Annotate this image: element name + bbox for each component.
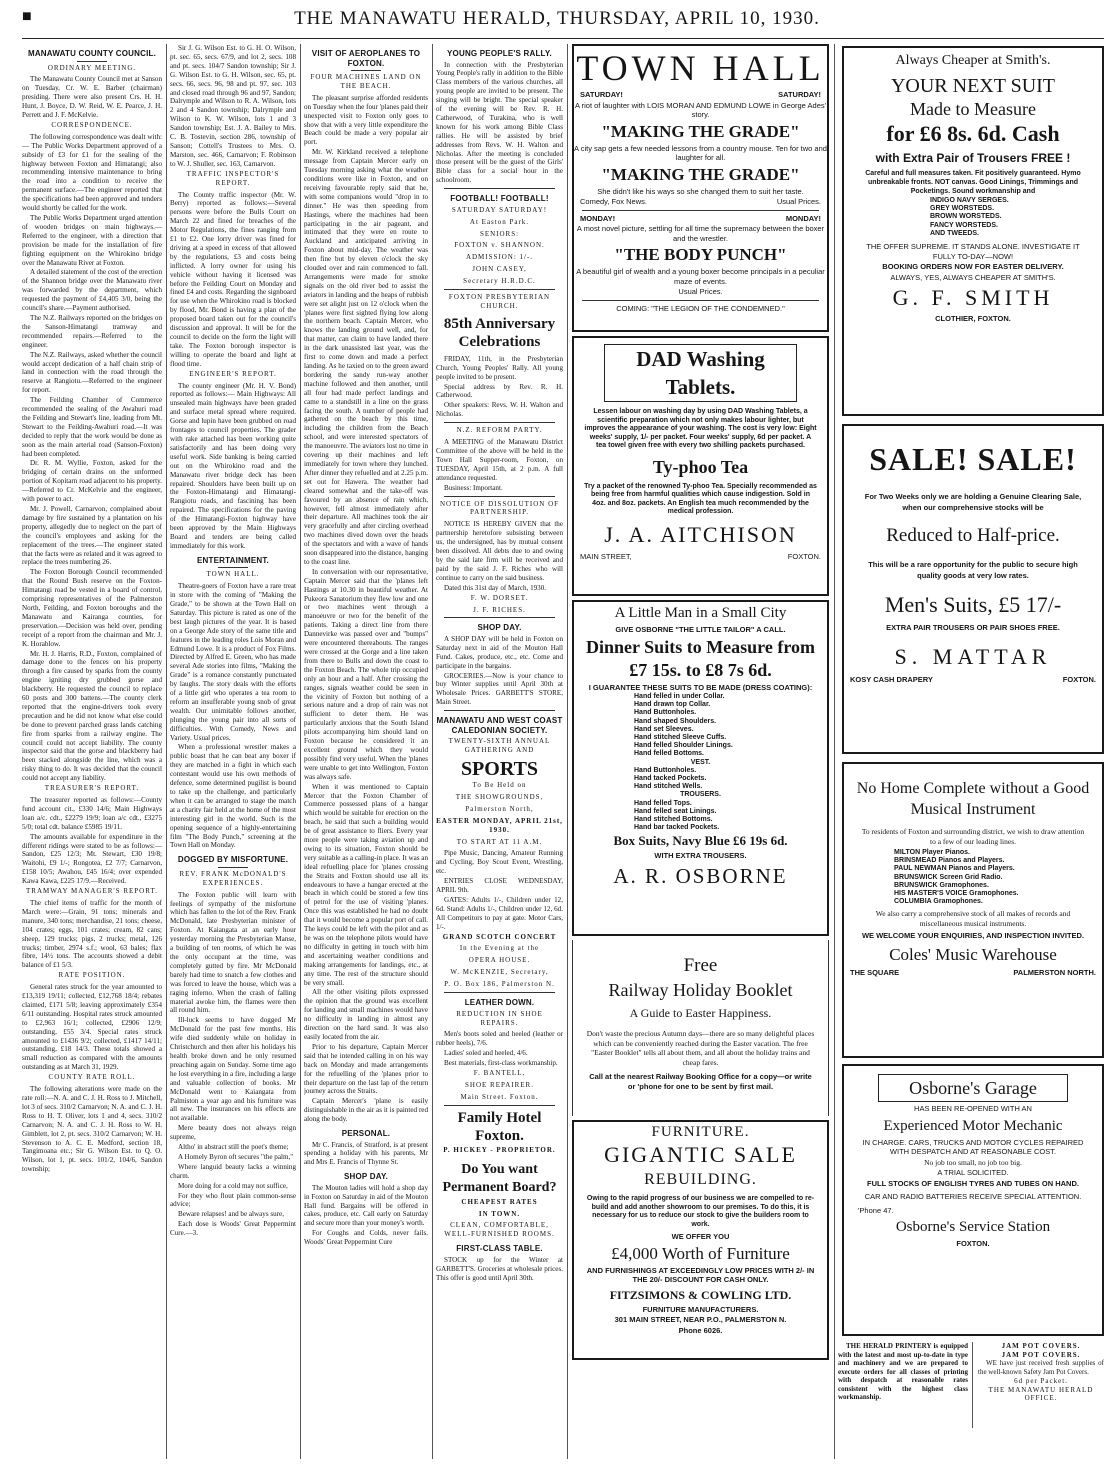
paragraph: For Coughs and Colds, never fails. Woods' Great Peppermint Cure (304, 1229, 428, 1247)
text-line: REDUCTION IN SHOE REPAIRS. (456, 1009, 543, 1027)
paragraph: A SHOP DAY will be held in Foxton on Saturday next in aid of the Mouton Hall Fund. Cakes, produce, etc., etc. Come and participate in the bargains. (436, 634, 563, 670)
ad-text: To residents of Foxton and surrounding district, we wish to draw attention to a few of our leading lines. (861, 827, 1085, 846)
paragraph: The N.Z. Railways reported on the bridges on the Sanson-Himatangi tramway and recommended repairs.—Referred to the engineer. (22, 313, 162, 349)
paragraph: The Foxton Borough Council recommended that the Round Bush reserve on the Foxton-Himatangi road be vested in a board of control, comprising representatives of the Palmerston North, Feilding, and Foxton boroughs and the Manawatu and Kairanga counties, for preservation.—Decision was held over, pending receipt of a report from the chairman and Mr. J. K. Horablow. (22, 568, 162, 648)
column-reports-entertainment (170, 44, 296, 1459)
ad-railway (572, 940, 829, 1116)
paragraph: The treasurer reported as follows:—County fund account cit., £330 14/6; Main Highways loan a/c. cdt., £2279 19/9; loan a/c cdt., £3275 5/0; total cdt. balance £5985 19/11. (22, 796, 162, 831)
ad-aitchison (572, 336, 829, 596)
text-line: SHOE REPAIRER. (465, 1080, 534, 1089)
ad-title: DAD Washing Tablets. (636, 347, 765, 399)
text-line: P. HICKEY - PROPRIETOR. (443, 1145, 556, 1154)
top-rule (22, 38, 1104, 39)
paragraph: Dated this 31st day of March, 1930. (444, 583, 547, 592)
ad-text: WE OFFER YOU (671, 1232, 730, 1241)
paragraph: The county engineer (Mr. H. V. Bond) reported as follows:— Main Highways: All unsealed main highways have been graded and surface metal spread where required. Gorse and lupin have been grubbed on road frontages to council properties. The grader with rake attached has been working quite satisfactorily and has been doing very useful work. Side banking is being carried out on the Whirokino road and the Manawatu river bridge deck has been repaired. Shoulders have been built up on the Foxton-Himatangi and Himatangi-Rangiotu roads, and fascining has been repaired. The specifications for the paving of the Himatangi-Foxton highway have been approved by the Main Highways Board and tenders are being called immediately for this work. (170, 381, 296, 550)
ad-text: WITH EXTRA TROUSERS. (654, 851, 747, 861)
headline: FIRST-CLASS TABLE. (456, 1244, 543, 1254)
feature-item: Hand stitched Wells. (634, 783, 703, 791)
ad-text: PALMERSTON NORTH. (1013, 967, 1096, 977)
ad-text: MAIN STREET, (580, 551, 632, 561)
ad-title: A Little Man in a Small City (614, 605, 787, 621)
ad-text: I GUARANTEE THESE SUITS TO BE MADE (DRESS COATING): (588, 682, 813, 692)
ad-text: Usual Prices. (776, 197, 821, 206)
ad-text: FOXTON. (956, 1239, 990, 1248)
paragraph: In connection with the Presbyterian Young People's rally in addition to the Bible Class members of the various churches, all young people are invited to be present. The singing will be bright. The special speaker of the evening will be Rev. R. H. Catherwood, of Turakina, who is well known for his work among Bible Class rallies. He will be assisted by brief addresses from Revs. W. H. Walton and Nicholas. After the meeting is concluded those present will be the guest of the Girls' Bible class for a social hour in the schoolroom. (436, 60, 563, 185)
column-county-council (22, 44, 162, 1459)
ad-name: A. R. OSBORNE (613, 863, 788, 888)
text-line: F. BANTELL, (473, 1069, 526, 1078)
paragraph: Captain Mercer's 'plane is easily distinguishable in the air as it is painted red along the body. (304, 1097, 428, 1124)
ad-text: A most novel picture, settling for all time the supremacy between the boxer and the wrestler. (576, 224, 825, 243)
ad-text: She didn't like his ways so she changed them to suit her taste. (597, 186, 804, 196)
ad-text: 'Phone 47. (858, 1205, 894, 1215)
subheading: TOWN HALL. (206, 570, 260, 579)
paragraph: Pipe Music, Dancing, Amateur Running and Cycling, Boy Scout Event, Wrestling, etc. (436, 849, 563, 876)
list-item: HIS MASTER'S VOICE Gramophones. (894, 890, 1019, 898)
ad-title: TOWN HALL (576, 48, 825, 88)
ad-text: Phone 6026. (678, 1325, 723, 1335)
text-line: EASTER MONDAY, APRIL 21st, 1930. (436, 816, 563, 834)
headline: MANAWATU AND WEST COAST CALEDONIAN SOCIETY. (436, 716, 563, 735)
day-label: MONDAY! (580, 213, 616, 223)
ad-text: Don't waste the precious Autumn days—there are so many delightful places which can be conveniently reached during the Easter vacation. The free "Easter Booklet" tells all about them, and all about the holiday trains and cheap fares. (586, 1029, 815, 1067)
text-line: CLEAN, COMFORTABLE, WELL-FURNISHED ROOMS. (444, 1221, 555, 1239)
headline: SHOP DAY. (343, 1172, 389, 1182)
paragraph: Dr. R. M. Wyllie, Foxton, asked for the bridging of certain drains on the unformed portion of Kopitarn road adjacent to his property.—Referred to Cr. McKelvie and the engineer, with power to act. (22, 459, 162, 504)
film-title: "MAKING THE GRADE" (601, 121, 800, 141)
film-title: "MAKING THE GRADE" (601, 164, 800, 184)
feature-item: Hand tacked Pockets. (634, 775, 707, 783)
verse-line: Mere beauty does not always reign supreme, (170, 1124, 296, 1142)
feature-item: Hand set Sleeves. (634, 725, 694, 733)
list-item: AND TWEEDS. (930, 229, 979, 237)
text-line: FOXTON v. SHANNON. (454, 241, 545, 250)
sports-heading: SPORTS (460, 757, 539, 780)
ad-mattar (842, 424, 1104, 754)
headline: MANAWATU COUNTY COUNCIL. (27, 49, 157, 58)
ad-text: COMING: "THE LEGION OF THE CONDEMNED." (616, 303, 785, 313)
feature-item: Hand Buttonholes. (634, 709, 697, 717)
ad-name: J. A. AITCHISON (604, 521, 797, 547)
feature-item: Hand felled Shoulder Linings. (634, 742, 733, 750)
list-item: FANCY WORSTEDS. (930, 221, 998, 229)
column-aeroplanes (304, 44, 428, 1459)
headline: PERSONAL. (341, 1129, 391, 1139)
feature-item: Hand shaped Shoulders. (634, 717, 717, 725)
ad-text: FURNITURE MANUFACTURERS. (642, 1304, 759, 1314)
text-line: P. O. Box 186, Palmerston N. (444, 980, 555, 989)
list-item: MILTON Player Pianos. (894, 849, 970, 856)
feature-item: Hand Buttonholes. (634, 766, 697, 774)
paragraph: Ladies' soled and heeled, 4/6. (444, 1049, 528, 1058)
paragraph: The pleasant surprise afforded residents on Tuesday when the four 'planes paid their unexpected visit to Foxton only goes to show that with a very little expenditure the Beach could be made a very popular air port. (304, 93, 428, 147)
paragraph: Men's boots soled and heeled (leather or rubber heels), 7/6. (436, 1030, 563, 1048)
ad-text: THE OFFER SUPREME. IT STANDS ALONE. INVESTIGATE IT FULLY TO-DAY—NOW! (866, 242, 1080, 261)
paragraph: Mr C. Francis, of Stratford, is at present spending a holiday with his parents, Mr and Mrs E. Francis of Thynne St. (304, 1140, 428, 1167)
subheading: NOTICE OF DISSOLUTION OF PARTNERSHIP. (439, 499, 560, 517)
text-line: W. McKENZIE, Secretary, (450, 968, 549, 977)
page-mark: ■ (22, 8, 33, 25)
ad-title: GIGANTIC SALE (604, 1142, 797, 1167)
subheading: ORDINARY MEETING. (47, 63, 137, 72)
ad-text: with Extra Pair of Trousers FREE ! (875, 151, 1071, 165)
hotel-heading: Family Hotel Foxton. (457, 1109, 542, 1144)
ad-title: Ty-phoo Tea (652, 456, 749, 477)
ad-headline: £4,000 Worth of Furniture (611, 1243, 790, 1263)
column-rule (432, 44, 433, 1459)
ad-text: GIVE OSBORNE "THE LITTLE TAILOR" A CALL. (615, 625, 786, 634)
ad-headline: Men's Suits, £5 17/- (884, 592, 1062, 617)
paragraph: Mr. W. Kirkland received a telephone message from Captain Mercer early on Tuesday morning asking what the weather conditions were like in Foxton, and on receiving favourable reply said that he, with some companions would "drop in to dinner." He was then speeding from Hastings, where the machines had been participating in the air pageant, and intimated that they were en route to Auckland and anticipated arriving in Foxton about mid-day. The weather was then fine but by eleven o'clock the sky clouded over and rain commenced to fall. Arrangements were made for smoke signals on the old river bed to assist the aviators in landing and the heaps of rubbish were set alight just on 12 o'clock when the 'planes were first sighted flying low along the northern beach. Captain Mercer, who knows the landing ground well, and, for that matter, can claim to have landed there in the dark unassisted last year, was the first to come down and made a perfect landing. As he taxied on to the green award bordering the sandy run-way another machine followed and then another, until all four had made perfect landings and came to a standstill in a line on the grass facing the south. A number of people had gathered on the beach by this time, including the children from the Beach school, and were interested spectators of the manoeuvre. The aviators lost no time in covering up their machines and left immediately for town where they lunched. After dinner they refuelled and at 2.25 p.m. set out for Hawera. The weather had cleared somewhat and the take-off was favoured by an absence of rain which, however, fell almost immediately after their departure. All machines took the air very gracefully and after circling overhead two machines dived down over the heads of the spectators and with a wave of hands soon disappeared into the distance, hanging to the coast line. (304, 148, 428, 566)
ad-headline: Experienced Motor Mechanic (883, 1117, 1063, 1134)
text-line: ADMISSION: 1/-. (465, 253, 534, 262)
paragraph: A detailed statement of the cost of the erection of the Shannon bridge over the Manawatu river was forwarded by the department, which requested the payment of £4,405 3/0, being the council's share.—Payment authorised. (22, 268, 162, 313)
verse-line: A Homely Byron oft secures "the palm," (178, 1152, 294, 1161)
ad-text: WE WELCOME YOUR ENQUIRIES, AND INSPECTION INVITED. (861, 931, 1085, 941)
subheading: COUNTY RATE ROLL. (48, 1073, 136, 1082)
ad-text: This will be a rare opportunity for the public to secure high quality goods at very low rates. (868, 560, 1078, 580)
text-line: At Easton Park. (469, 217, 530, 226)
feature-item: Hand felled seat Linings. (634, 807, 717, 815)
board-heading: Do You want Permanent Board? (442, 1161, 557, 1195)
paragraph: The following alterations were made on the rate roll:—N. A. and C. J. H. Ross to J. Mitchell, lot 3 of secs. 310/2 Carnarvon; N. A. and C. J. H. Ross to H. T. Oliver, lots 1 and 4, secs. 310/2 Carnarvon; N. A. and C. J. H. Ross to W. H. Gimblett, lot 2, pt. secs. 310/2 Carnarvon; W. H. Stevenson to A. C. E. Medford, section 18, Tangimoana etc.; Sir G. Wilson Est. to Q. O. Wilson, lot 1, pt. secs. 101/2, 104/6, Sandon township; (22, 1085, 162, 1174)
list-heading: TROUSERS. (680, 791, 721, 799)
list-item: COLUMBIA Gramophones. (894, 898, 983, 906)
notice-printery (838, 1342, 968, 1428)
paragraph: The Mouton ladies will hold a shop day in Foxton on Saturday in aid of the Mouton Hall fund. Bargains will be offered in cakes, produce, etc. Call early on Saturday and secure more than your money's worth. (304, 1183, 428, 1228)
feature-item: Hand felled Tops. (634, 799, 692, 807)
ad-title: Free (683, 955, 718, 976)
ad-text: IN CHARGE. CARS, TRUCKS AND MOTOR CYCLES REPAIRED WITH DESPATCH AND AT REASONABLE COST. (862, 1137, 1084, 1156)
text-line: Secretary H.R.D.C. (463, 277, 536, 286)
ad-furniture (572, 1120, 829, 1360)
ad-text: Call at the nearest Railway Booking Office for a copy—or write or 'phone for one to be sent by first mail. (589, 1072, 812, 1091)
ad-coles (842, 762, 1104, 1058)
subheading: REV. FRANK McDONALD'S EXPERIENCES. (179, 869, 287, 887)
paragraph: A MEETING of the Manawatu District Committee of the above will be held in the Town Hall Supper-room, Foxton, on TUESDAY, April 15th, at 2 p.m. A full attendance requested. (436, 438, 563, 482)
feature-item: Hand felled in under Collar. (634, 693, 725, 700)
text-line: SENIORS: (479, 229, 520, 238)
paragraph: The Manawatu County Council met at Sanson on Tuesday, Cr. W. E. Barber (chairman) presiding. There were also present Crs. H. H. Hunt, J. Boyce, D. W. Reid, W. E. Pearce, J. H. Perrett and J. F. McKelvie. (22, 75, 162, 120)
ad-garage (842, 1064, 1104, 1336)
masthead (0, 8, 1114, 36)
feature-item: Hand stitched Bottoms. (634, 816, 713, 824)
verse-line: Altho' in abstract still the poet's theme; (178, 1143, 289, 1152)
ad-osborne-tailor (572, 600, 829, 936)
paragraph: Ill-luck seems to have dogged Mr McDonald for the past few months. His wife died suddenly while on holiday in Christchurch and then after his holidays his health broke down and he only resumed preaching again on Sunday. Some time ago he lost everything in a fire, including a large and valuable collection of books. Mr McDonald went to Kaiangata from Palmiston a year ago and his furniture was all new. The insurances on his effects are not available. (170, 1016, 296, 1123)
column-rule (300, 44, 301, 1459)
paragraph: Mr. J. Powell, Carnarvon, complained about damage by fire sustained by a plantation on his property, allegedly due to neglect on the part of the council's employees and asking for the replacement of the trees.—The engineer stated that the facts were as related and it was agreed to replace the trees numbering 26. (22, 505, 162, 567)
ad-name: FITZSIMONS & COWLING LTD. (609, 1287, 792, 1302)
paragraph: GROCERIES.—Now is your chance to buy Winter supplies until April 30th at Wholesale Prices. GARBETT'S STORE, Main Street. (436, 671, 563, 707)
paragraph: Mr. H. J. Harris, R.D., Foxton, complained of damage done to the fences on his property through a fire caused by sparks from the county engine igniting dry grubbed gorse and blackberry. He requested the council to replace 60 posts and 300 battens.—The county clerk reported that the engine-drivers took every precaution and he did not know what else could be done to prevent parched grass lands catching fire from sparks from a railway engine. The council could not accept liability. The county inspector said that the gorse and blackberry had been stacked alongside the line, which was a risky thing to do. It was decided that the council could not accept any liability. (22, 649, 162, 783)
text-line: CHEAPEST RATES (461, 1197, 538, 1206)
headline: VISIT OF AEROPLANES TO FOXTON. (311, 49, 421, 68)
subheading: TRAFFIC INSPECTOR'S REPORT. (186, 169, 280, 187)
ad-headline: Box Suits, Navy Blue £6 19s 6d. (613, 833, 788, 849)
paragraph: The N.Z. Railways, asked whether the council would accept dedication of a half chain strip of land in connection with the road through the reserve at Rangiotu.—Referred to the engineer for report. (22, 350, 162, 395)
ad-text: FOXTON. (1062, 674, 1096, 684)
instrument-list (844, 849, 1102, 906)
ad-text: A riot of laughter with LOIS MORAN AND EDMUND LOWE in George Ades' story. (574, 100, 827, 119)
headline: YOUNG PEOPLE'S RALLY. (447, 49, 552, 58)
text-line: GRAND SCOTCH CONCERT (442, 932, 557, 941)
ad-text: ALWAYS, YES, ALWAYS CHEAPER AT SMITH'S. (890, 272, 1056, 282)
ad-text: For Two Weeks only we are holding a Genuine Clearing Sale, when our comprehensive stocks will be (864, 492, 1082, 512)
paragraph: When a professional wrestler makes a public boast that he can beat any boxer if they are matched in a fight in which each contestant would use his own methods of defence, some determined pugilist is bound to take up the challenge, and particularly when it can be arranged to stage the match at a charity fair held at the home of the most interesting girl in the world. Such is the opening sequence of a highly-entertaining film "The Body Punch," screening at the Town Hall on Monday. (170, 743, 296, 850)
ad-text: EXTRA PAIR TROUSERS OR PAIR SHOES FREE. (886, 623, 1060, 632)
ad-text: THE SQUARE (850, 967, 900, 977)
day-label: SATURDAY! (778, 90, 821, 99)
ad-name: S. MATTAR (894, 643, 1052, 669)
ad-title: FURNITURE. (651, 1124, 750, 1140)
paragraph: Prior to his departure, Captain Mercer said that he intended calling in on his way back on Monday and made arrangements for the refuelling of the 'planes prior to their departure on the last lap of the return journey across the Straits. (304, 1042, 428, 1096)
ad-text: BOOKING ORDERS NOW FOR EASTER DELIVERY. (882, 262, 1064, 272)
ad-headline: YOUR NEXT SUIT (890, 75, 1056, 97)
ad-text: FULL STOCKS OF ENGLISH TYRES AND TUBES ON HAND. (867, 1178, 1079, 1188)
paragraph: ENTRIES CLOSE WEDNESDAY, APRIL 9th. (436, 877, 563, 895)
cloth-list (844, 197, 1102, 238)
list-heading: VEST. (690, 758, 711, 766)
paragraph: In conversation with our representative, Captain Mercer said that the 'planes left Hastings at 10.30 in beautiful weather. At Pukeora Sanatorium they flew low and one or two machines went through a manoeuvre or two for the benefit of the patients. Taking a direct line from there Dannevirke was passed over and "bumps" were encountered thereabouts. The ranges were crossed at the Gorge and a line taken from there to Bulls and down the coast to the Foxton Beach. The whole trip occupied only an hour and a half. After crossing the ranges, signals weather could be seen in the vicinity of Foxton but nothing of a serious nature and a drop of rain was not sufficient to deter them. He was particularly anxious that the South Island pilots accompanying him should land on Foxton because he considered it an excellent ground which they would possibly find very useful. When the 'planes were unable to get into Wellington, Foxton was always safe. (304, 567, 428, 781)
ad-text: A TRIAL SOLICITED. (937, 1168, 1009, 1177)
paragraph: FRIDAY, 11th, in the Presbyterian Church, Young Peoples' Rally. All young people invited to be present. (436, 354, 563, 381)
text-line: OPERA HOUSE. (468, 956, 531, 965)
column-rule (567, 44, 568, 1459)
page-title: THE MANAWATU HERALD, THURSDAY, APRIL 10, 1930. (294, 8, 820, 29)
paragraph: The Feilding Chamber of Commerce recommended the sealing of the Awahuri road the Feilding and Stewart's line, leading from Mt. Stewart to the Feilding-Awahuri road.—It was decided to reply that the work would be done as soon as the main arterial road (Sanson-Foxton) had been completed. (22, 396, 162, 458)
subheading: TWENTY-SIXTH ANNUAL GATHERING AND (448, 737, 551, 755)
ad-name: Osborne's Service Station (895, 1219, 1051, 1235)
ad-price: for £6 8s. 6d. Cash (886, 121, 1060, 146)
ad-text: 301 MAIN STREET, NEAR P.O., PALMERSTON N. (614, 1315, 787, 1324)
list-item: BRUNSWICK Gramophones. (894, 881, 989, 889)
subheading: FOUR MACHINES LAND ON THE BEACH. (310, 73, 422, 90)
ad-text: FOXTON. (787, 551, 821, 561)
ad-text: We also carry a comprehensive stock of all makes of records and miscellaneous musical instruments. (875, 909, 1071, 928)
paragraph: The following correspondence was dealt with:— The Public Works Department approved of a subsidy of £3 for £1 for the sealing of the highway between Foxton and Himatangi; also recommending intensive maintenance to bring the road into a condition to receive the permanent surface.—The engineer reported that the specifications had been approved and tenders would shortly be called for the work. (22, 132, 162, 213)
paragraph: When it was mentioned to Captain Mercer that the Foxton Chamber of Commerce possessed plans of a hangar which would be suitable for erection on the beach, he said that such a building would be of great assistance to fliers. Every year more people were taking aviation up and owing to its situation, Foxton should be very suitable as a calling-in place. It was an ideal refuelling place for 'planes crossing the Straits and Foxton should use all its endeavours to have a hangar erected at the beach in which could be stored a few tins of petrol for the use of visiting 'planes. Once this was established he had no doubt that it would become a popular port of call. The keys could be left with the pilot and as he was on the telephone pilots would have no difficulty in getting in touch with him and ascertaining weather conditions and making arrangements for landings, etc., at any time. The rest of the structure should be very small. (304, 782, 428, 987)
paragraph: The chief items of traffic for the month of March were:—Grain, 91 tons; minerals and manure, 340 tons; merchandise, 21 tons; cheese, 104 crates; eggs, 101 crates; cream, 82 cans; sheep, 129 trucks; pigs, 2 trucks; metal, 126 trucks; timber, 2974 s.f.; wool, 63 bales; flax fibre, 14½ tons. The accounts showed a debit balance of £1 5/3. (22, 898, 162, 970)
list-item: BROWN WORSTEDS. (930, 213, 1002, 221)
list-item: BRINSMEAD Pianos and Players. (894, 857, 1005, 865)
text-line: IN TOWN. (478, 1209, 521, 1218)
verse-line: Beware relapses! and be always sure, (178, 1210, 284, 1219)
subheading: ENGINEER'S REPORT. (189, 369, 277, 378)
list-item: PAUL NEWMAN Pianos and Players. (894, 865, 1015, 873)
verse-line: Each dose is Woods' Great Peppermint Cure.—3. (170, 1220, 296, 1238)
list-item: BRUNSWICK Screen Grid Radio. (894, 873, 1003, 881)
ad-headline: Reduced to Half-price. (886, 525, 1060, 546)
ad-text: Lessen labour on washing day by using DAD Washing Tablets, a scientific preparation which not only makes labour lighter, but improves the appearance of your washing. The cost is very low: Eight weeks' supply, 1/- per packet. Four weeks' supply, 6d per packet. A tea towel given free with every two shilling packets purchased. (584, 408, 817, 449)
paragraph: STOCK up for the Winter at GARBETT'S. Groceries at wholesale prices. This offer is good until April 30th. (436, 1255, 563, 1282)
ad-headline: Dinner Suits to Measure from £7 15s. to £8 7s 6d. (586, 636, 815, 680)
notice-jam-pot-covers (978, 1342, 1104, 1428)
paragraph: Special address by Rev. R. H. Catherwood. (436, 382, 563, 400)
ad-title: Always Cheaper at Smith's. (895, 53, 1051, 68)
paragraph: The Foxton public will learn with feelings of sympathy of the misfortune which has fallen to the lot of the Rev. Frank McDonald, late Presbyterian minister of Foxton. At Kaiangata at an early hour yesterday morning the Presbyterian Manse, a building of ten rooms, of which he was the only occupant at the time, was completely gutted by fire. Mr McDonald barely had time to snatch a few clothes and was forced to leave the house, which was a raging inferno. When the crash of falling material awoke him, the flames were then all round him. (170, 890, 296, 1015)
verse-line: For they who flout plain common-sense advice; (170, 1191, 296, 1209)
column-rule (834, 44, 835, 1459)
subheading: N.Z. REFORM PARTY. (456, 426, 543, 435)
text-line: THE SHOWGROUNDS, (455, 792, 544, 801)
text-line: Main Street. Foxton. (460, 1092, 539, 1101)
subheading: TREASURER'S REPORT. (44, 784, 140, 793)
ad-title: Railway Holiday Booklet (608, 980, 793, 1000)
subheading: TRAMWAY MANAGER'S REPORT. (26, 887, 158, 896)
text-line: TO START AT 11 A.M. (456, 837, 543, 846)
ad-text: CLOTHIER, FOXTON. (935, 314, 1011, 324)
ad-title: SALE! SALE! (869, 441, 1077, 477)
features-list (574, 693, 827, 832)
ad-headline: Made to Measure (910, 99, 1036, 119)
signature-line: F. W. DORSET. (470, 593, 529, 602)
paragraph: General rates struck for the year amounted to £13,319 19/11; collected, £12,768 18/4; rebates claimed, £171 5/8; leaving approximately £354 6/11 outstanding. Hospital rates struck amounted to £2,963 16/1; collected, £2906 12/9; outstanding, £55 3/4. Special rates struck amounted to £1436 9/2; collected, £1417 14/11; outstanding, £18 14/3. These totals showed a small reduction as compared with the amounts outstanding as at March 31, 1929. (22, 983, 162, 1072)
paragraph: The amounts available for expenditure in the different ridings were stated to be as follows:—Sandon, £25 12/3; Mt. Stewart, £30 19/8; Waitohi, £9 1/-; Rongotea, £2 7/7; Carnarvon, £158 10/5; Awahou, £45 16/4; over expended Kawa Kawa, £225 17/9.—Received. (22, 832, 162, 886)
paragraph: NOTICE IS HEREBY GIVEN that the partnership heretofore subsisting between us, the undersigned, has by mutual consent been dissolved. All debts due to and owing by the said late firm will be received and paid by the said J. F. Riches who will continue to carry on the said business. (436, 520, 563, 582)
paragraph: Theatre-goers of Foxton have a rare treat in store with the coming of "Making the Grade," to be shown at the Town Hall on Saturday. This picture is rated as one of the best laugh pictures of the year. It is based on a George Ade story of the same title and features in the leading roles Lois Moran and Edmund Lowe. It is a product of Fox Films. Directed by Alfred E. Green, who has made several Ade stories into films, "Making the Grade" is a romance constantly punctuated by laughs. The story deals with the efforts of a little girl who operates a tea room to reform an insufferable young snob of great wealth. Our unimitable follows another, plunging the young pair into all sorts of difficulties. With Comedy, News and Variety. Usual prices. (170, 582, 296, 742)
ad-smith (842, 46, 1104, 416)
ad-title: Osborne's Garage (909, 1078, 1037, 1098)
ad-name: Coles' Music Warehouse (889, 944, 1057, 964)
subheading: JAM POT COVERS. (1001, 1342, 1081, 1350)
paragraph: The County traffic inspector (Mr. W. Berry) reported as follows:—Several persons were before the Bulls Court on March 22 and fined for breaches of the Motor Regulations, the fines ranging from £1 to £2. One lorry driver was fined for driving at a speed in excess of that allowed by the regulations, £3 and costs being inflicted. A lorry owner for using his vehicle without having it licensed was before the Feilding Court on Monday and fined £4 and costs. Regarding the signboard for use when the Whirokino road is blocked by flood, Mr. Bond is having a plan of the proposed board taken out for the council's discussion and approval. It will be for the council to decide on the form the light will take. The Foxton borough inspector is willing to operate the board and light at flood time. (170, 190, 296, 368)
ad-town-hall (572, 44, 829, 332)
paragraph: Sir J. G. Wilson Est. to G. H. O. Wilson, pt. sec. 65, secs. 67/9, and lot 2, secs. 108 and pt. secs. 104/7 Sandon township; Sir J. G. Wilson Est. to G. H. Wilson, sec. 65, pt. secs. 66, secs. 96, 98 and pt. 97, sec. 103 and closed road through 96 and 97, Sandon; Dalrymple and Wilson to R. A. Wilson, lots 2 and 4 Sandon township; Dalrymple and Wilson to K. W. Wilson, lots 1 and 3 Sandon township; Est. J. A. Bailey to Mrs. C. B. Tostevin, section 286, township of Sanson; Cottell's Trustees to Mrs. O. Marston, sec. 466, Carnarvon; F. Robinson to W. J. Shuller, sec. 163, Carnarvon. (170, 44, 296, 168)
text-line: THE MANAWATU HERALD OFFICE. (988, 1385, 1094, 1402)
ad-text: Comedy, Fox News. (580, 197, 647, 206)
headline: DOGGED BY MISFORTUNE. (177, 855, 289, 865)
headline: SHOP DAY. (477, 623, 522, 633)
text-line: In the Evening at the (459, 944, 540, 953)
column-notices (436, 44, 563, 1459)
headline: FOOTBALL! FOOTBALL! (450, 194, 549, 204)
paragraph: GATES: Adults 1/-, Children under 12, 6d. Stand: Adults 1/-, Children under 12, 6d. All Competitors to pay at gate. Motor Cars, 1/-. (436, 895, 563, 931)
feature-item: Hand stitched Sleeve Cuffs. (634, 734, 727, 742)
paragraph: All the other visiting pilots expressed the opinion that the ground was excellent for landing and small machines would have no difficulty in landing in almost any direction on the hard sand. It was also easily located from the air. (304, 988, 428, 1041)
paragraph: Best materials, first-class workmanship. (444, 1059, 558, 1068)
paragraph: WE have just received fresh supplies of the well-known Safety Jam Pot Covers. (978, 1359, 1104, 1376)
text-line: Palmerston North, (465, 804, 534, 813)
text-line: 6d per Packet. (1014, 1377, 1068, 1385)
day-label: MONDAY! (785, 213, 821, 223)
text-line: SATURDAY SATURDAY! (451, 205, 548, 214)
ad-text: Try a packet of the renowned Ty-phoo Tea. Specially recommended as being free from harmful qualities which cause indigestion. Sold in 4oz. and 8oz. packets. An English tea much recommended by the medical profession. (584, 482, 817, 515)
ad-text: A city sap gets a few needed lessons from a country mouse. Ten for two and laughter for all. (574, 143, 827, 162)
ad-title: No Home Complete without a Good Musical Instrument (856, 780, 1090, 818)
feature-item: Hand drawn top Collar. (634, 701, 711, 709)
film-title: "THE BODY PUNCH" (614, 245, 787, 264)
subheading: RATE POSITION. (58, 971, 126, 980)
headline: ENTERTAINMENT. (197, 555, 269, 565)
ad-text: No job too small, no job too big. (924, 1157, 1022, 1167)
headline: LEATHER DOWN. (464, 998, 535, 1008)
verse-line: Where languid beauty lacks a winning charm. (170, 1162, 296, 1180)
ad-text: A beautiful girl of wealth and a young boxer become principals in a peculiar maze of events. (576, 267, 825, 286)
feature-item: Hand bar tacked Pockets. (634, 824, 720, 832)
list-item: GREY WORSTEDS. (930, 205, 995, 213)
subheading: CORRESPONDENCE. (51, 120, 133, 129)
ad-text: CAR AND RADIO BATTERIES RECEIVE SPECIAL ATTENTION. (864, 1192, 1082, 1201)
ad-text: Careful and full measures taken. Fit positively guaranteed. Hymo unbreakable fronts. NOT canvas. Good Linings, Trimmings and Pocketings. Sound workmanship and (865, 170, 1081, 195)
ad-text: KOSY CASH DRAPERY (850, 674, 933, 684)
ad-title: REBUILDING. (644, 1171, 757, 1188)
ad-text: HAS BEEN RE-OPENED WITH AN (914, 1104, 1032, 1113)
anniversary-heading: 85th Anniversary Celebrations (443, 315, 556, 350)
ad-subtitle: A Guide to Easter Happiness. (629, 1006, 772, 1020)
text-line: To Be Held on (472, 780, 527, 789)
feature-item: Hand felled Bottoms. (634, 750, 705, 758)
text-line: JOHN CASEY, (472, 265, 527, 274)
subheading: FOXTON PRESBYTERIAN CHURCH. (448, 293, 551, 310)
ad-name: G. F. SMITH (892, 285, 1054, 311)
ad-text: AND FURNISHINGS AT EXCEEDINGLY LOW PRICES WITH 2/- IN THE 20/- DISCOUNT FOR CASH ONLY. (586, 1265, 815, 1284)
paragraph: Business: Important. (444, 483, 503, 492)
paragraph: The Public Works Department urged attention of wooden bridges on main highways.—Referred to the engineer, with a direction that provision be made for the installation of fire fighting equipment on the Whirokino bridge over the Manawatu River at Foxton. (22, 214, 162, 267)
verse-line: More doing for a cold may not suffice, (178, 1181, 288, 1190)
paragraph: Other speakers: Revs. W. H. Walton and Nicholas. (436, 401, 563, 419)
ad-text: Usual Prices. (678, 287, 723, 296)
subheading: JAM POT COVERS. (1001, 1350, 1081, 1359)
signature-line: J. F. RICHES. (473, 605, 526, 614)
ad-text: Owing to the rapid progress of our business we are compelled to re-build and add another showroom to our premises. To do this, it is necessary for us to reduce our stock to give the builders room to work. (586, 1195, 815, 1228)
paragraph: THE HERALD PRINTERY is equipped with the latest and most up-to-date in type and machinery and we are prepared to execute orders for all classes of printing with despatch at reasonable rates consistent with the highest class workmanship. (838, 1342, 968, 1401)
list-item: INDIGO NAVY SERGES. (930, 197, 1009, 204)
column-rule (166, 44, 167, 1459)
day-label: SATURDAY! (580, 90, 623, 99)
